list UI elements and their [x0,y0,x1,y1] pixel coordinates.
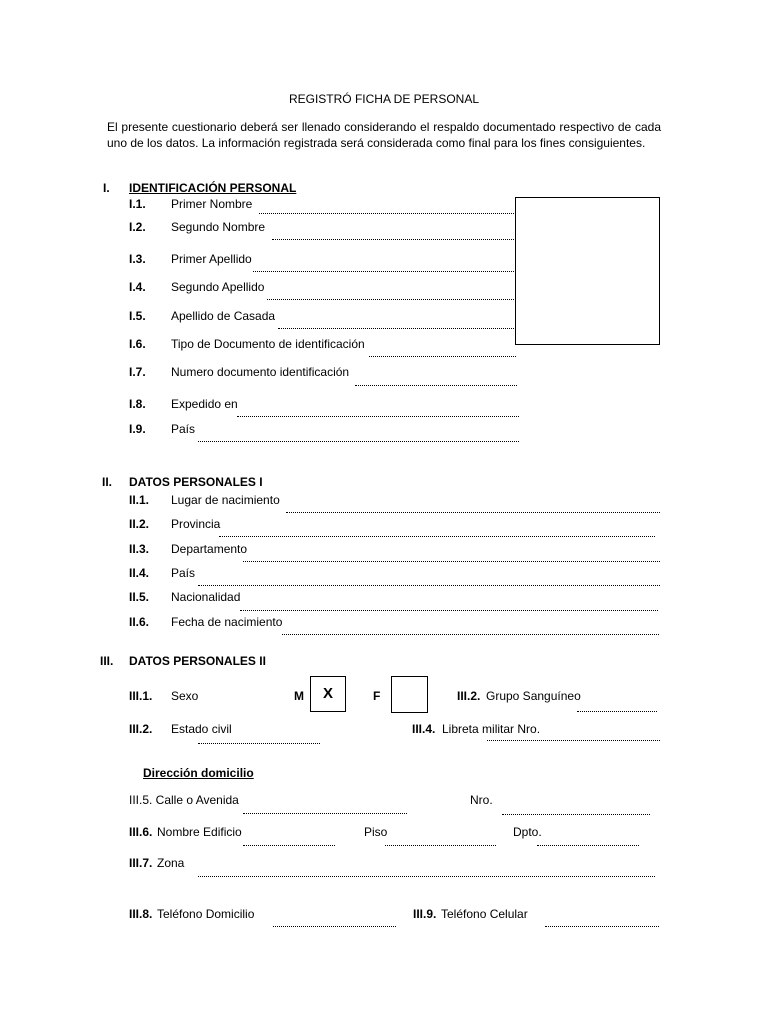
sexo-f-checkbox[interactable] [391,676,428,713]
telefono-celular-field[interactable] [545,926,659,927]
field-code: I.8. [129,397,146,411]
intro-paragraph: El presente cuestionario deberá ser llenado considerando el respaldo documentado respectivo de cada uno de los datos. La información registrada será considerada como final para los fines consiguientes. [107,120,661,150]
field-code: III.9. [413,907,437,921]
grupo-sanguineo-label: Grupo Sanguíneo [486,689,581,703]
primer-nombre-field[interactable] [259,213,514,214]
tipo-documento-label: Tipo de Documento de identificación [171,337,365,351]
zona-label: Zona [157,856,185,870]
field-code: III.4. [412,722,436,736]
segundo-nombre-label: Segundo Nombre [171,220,266,234]
expedido-label: Expedido en [171,397,238,411]
apellido-casada-label: Apellido de Casada [171,309,276,323]
field-code: II.1. [129,493,150,507]
piso-label: Piso [364,825,388,839]
field-code: III.8. [129,907,153,921]
zona-field[interactable] [198,876,655,877]
photo-box[interactable] [515,197,660,345]
fecha-nacimiento-field[interactable] [282,634,659,635]
pais-field[interactable] [198,441,519,442]
primer-nombre-label: Primer Nombre [171,197,253,211]
segundo-apellido-field[interactable] [267,299,514,300]
provincia-field[interactable] [219,536,655,537]
sexo-m-checkbox[interactable] [310,676,346,712]
field-code: III.2. [129,722,153,736]
section-2-heading: DATOS PERSONALES I [129,475,263,489]
piso-field[interactable] [385,845,496,846]
field-code: II.2. [129,517,150,531]
dpto-field[interactable] [537,845,639,846]
field-code: II.4. [129,566,150,580]
calle-field[interactable] [243,813,407,814]
field-code: I.4. [129,280,146,294]
fecha-nacimiento-label: Fecha de nacimiento [171,615,283,629]
tipo-documento-field[interactable] [369,356,516,357]
pais-label: País [171,422,196,436]
section-3-number: III. [100,654,114,668]
libreta-militar-label: Libreta militar Nro. [442,722,541,736]
field-code: III.1. [129,689,153,703]
field-code: III.7. [129,856,153,870]
sexo-f-label: F [373,689,381,703]
segundo-apellido-label: Segundo Apellido [171,280,265,294]
nacionalidad-label: Nacionalidad [171,590,241,604]
field-code: II.6. [129,615,150,629]
telefono-celular-label: Teléfono Celular [441,907,528,921]
expedido-field[interactable] [237,416,519,417]
nro-label: Nro. [470,793,493,807]
numero-documento-field[interactable] [355,385,517,386]
grupo-sanguineo-field[interactable] [577,711,657,712]
field-code: I.5. [129,309,146,323]
field-code: I.1. [129,197,146,211]
field-code: I.9. [129,422,146,436]
nacionalidad-field[interactable] [240,610,658,611]
telefono-domicilio-label: Teléfono Domicilio [157,907,255,921]
field-code: II.3. [129,542,150,556]
segundo-nombre-field[interactable] [272,239,514,240]
edificio-field[interactable] [243,845,335,846]
nro-field[interactable] [502,814,650,815]
apellido-casada-field[interactable] [278,328,514,329]
calle-label: III.5. Calle o Avenida [129,793,239,807]
field-code: III.6. [129,825,153,839]
numero-documento-label: Numero documento identificación [171,365,350,379]
section-1-number: I. [103,181,110,195]
field-code: II.5. [129,590,150,604]
direccion-heading: Dirección domicilio [143,766,254,780]
field-code: I.7. [129,365,146,379]
section-1-heading: IDENTIFICACIÓN PERSONAL [129,181,297,195]
sexo-label: Sexo [171,689,199,703]
sexo-m-label: M [294,689,304,703]
dpto-label: Dpto. [513,825,542,839]
primer-apellido-label: Primer Apellido [171,252,252,266]
section-2-number: II. [102,475,113,489]
estado-civil-label: Estado civil [171,722,232,736]
pais-nacimiento-label: País [171,566,196,580]
pais-nacimiento-field[interactable] [198,585,660,586]
estado-civil-field[interactable] [198,743,320,744]
checkmark-x: X [322,685,333,702]
departamento-field[interactable] [243,561,660,562]
lugar-nacimiento-field[interactable] [286,512,660,513]
telefono-domicilio-field[interactable] [273,926,396,927]
section-3-heading: DATOS PERSONALES II [129,654,266,668]
primer-apellido-field[interactable] [253,271,514,272]
departamento-label: Departamento [171,542,248,556]
field-code: I.6. [129,337,146,351]
libreta-militar-field[interactable] [487,740,660,741]
edificio-label: Nombre Edificio [157,825,242,839]
provincia-label: Provincia [171,517,221,531]
field-code: III.2. [457,689,481,703]
field-code: I.3. [129,252,146,266]
form-title: REGISTRÓ FICHA DE PERSONAL [288,92,480,106]
field-code: I.2. [129,220,146,234]
lugar-nacimiento-label: Lugar de nacimiento [171,493,280,507]
